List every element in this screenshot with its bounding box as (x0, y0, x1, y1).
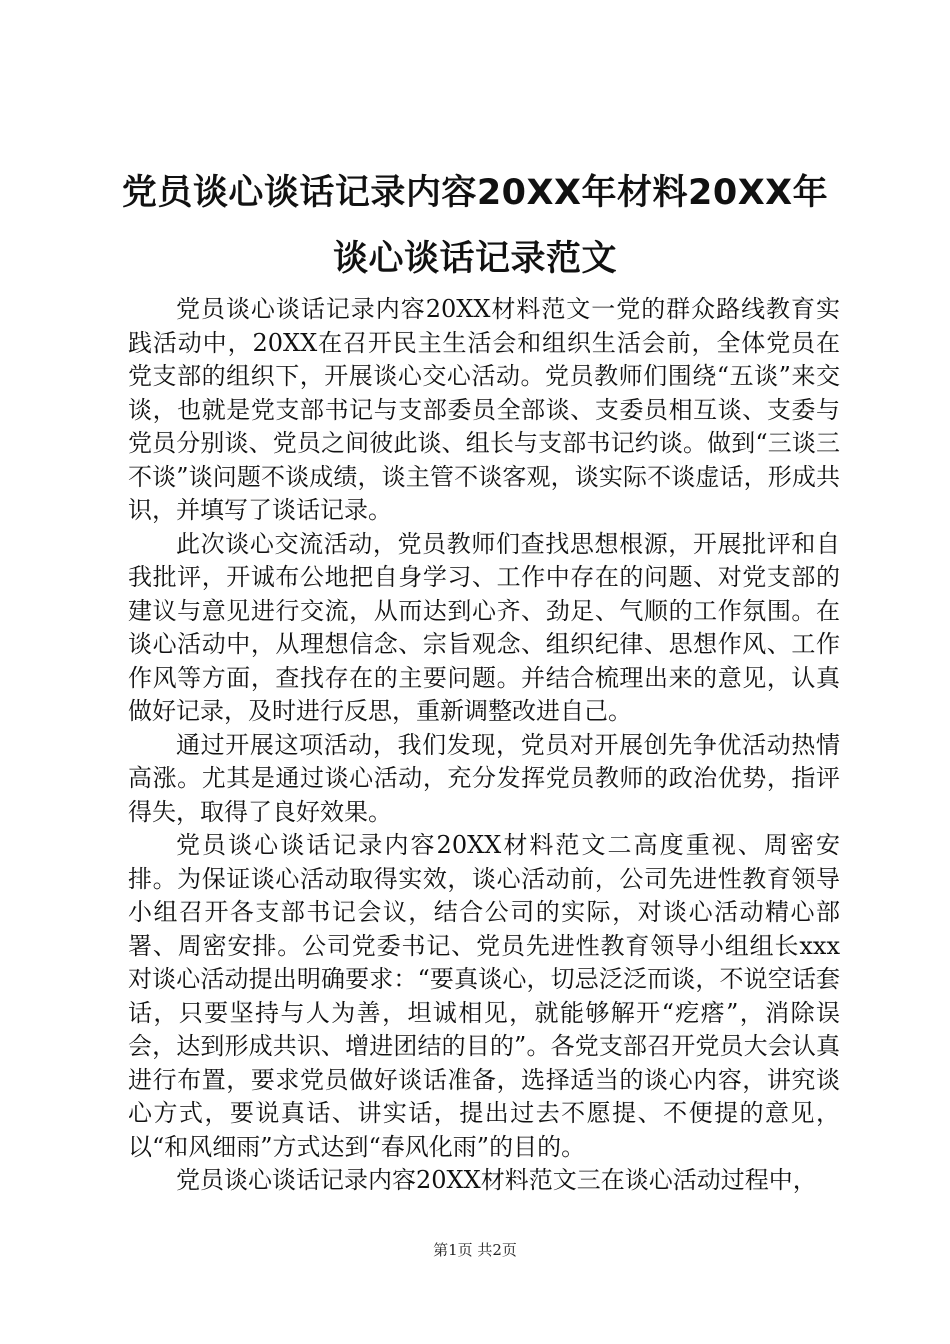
document-body (128, 293, 840, 1198)
document-title: 党员谈心谈话记录内容20XX年材料20XX年谈心谈话记录范文 (121, 173, 829, 279)
paragraph-5: 党员谈心谈话记录内容20XX材料范文三在谈心活动过程中， (176, 1166, 817, 1194)
paragraph-1: 党员谈心谈话记录内容20XX材料范文一党的群众路线教育实践活动中，20XX在召开民主生活会和组织生活会前，全体党员在党支部的组织下，开展谈心交心活动。党员教师们围绕“五谈”来交谈，也就是党支部书记与支部委员全部谈、支委员相互谈、支委与党员分别谈、党员之间彼此谈、组长与支部书记约谈。做到“三谈三不谈”谈问题不谈成绩，谈主管不谈客观，谈实际不谈虚话，形成共识，并填写了谈话记录。 (128, 295, 840, 524)
paragraph-2: 此次谈心交流活动，党员教师们查找思想根源，开展批评和自我批评，开诚布公地把自身学习、工作中存在的问题、对党支部的建议与意见进行交流，从而达到心齐、劲足、气顺的工作氛围。在谈心活动中，从理想信念、宗旨观念、组织纪律、思想作风、工作作风等方面，查找存在的主要问题。并结合梳理出来的意见，认真做好记录，及时进行反思，重新调整改进自己。 (128, 529, 840, 725)
paragraph-3: 通过开展这项活动，我们发现，党员对开展创先争优活动热情高涨。尤其是通过谈心活动，充分发挥党员教师的政治优势，指评得失，取得了良好效果。 (128, 730, 840, 826)
page-number-footer: 第1页 共2页 (433, 1241, 517, 1259)
paragraph-4: 党员谈心谈话记录内容20XX材料范文二高度重视、周密安排。为保证谈心活动取得实效，谈心活动前，公司先进性教育领导小组召开各支部书记会议，结合公司的实际，对谈心活动精心部署、周密安排。公司党委书记、党员先进性教育领导小组组长xxx对谈心活动提出明确要求：“要真谈心，切忌泛泛而谈，不说空话套话，只要坚持与人为善，坦诚相见，就能够解开“疙瘩”，消除误会，达到形成共识、增进团结的目的”。各党支部召开党员大会认真进行布置，要求党员做好谈话准备，选择适当的谈心内容，讲究谈心方式，要说真话、讲实话，提出过去不愿提、不便提的意见，以“和风细雨”方式达到“春风化雨”的目的。 (128, 831, 840, 1161)
